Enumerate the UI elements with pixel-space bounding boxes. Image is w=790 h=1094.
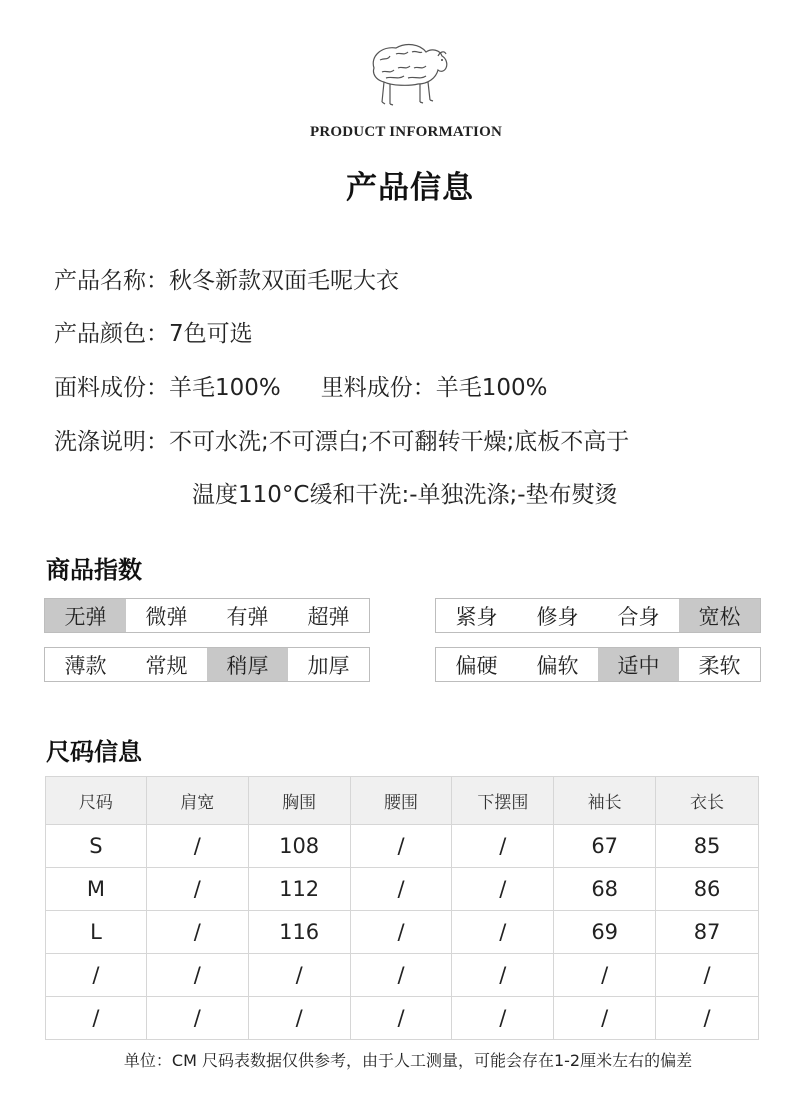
softness-option: 偏软 [536,653,579,678]
page-title: 产品信息 [346,170,474,206]
fit-scale [435,598,761,633]
thickness-option: 薄款 [64,653,107,678]
table-cell: / [350,954,452,997]
table-cell: 112 [248,868,350,911]
fabric-value: 羊毛100% [169,375,281,401]
info-wash [54,423,629,456]
fit-option: 修身 [536,604,579,629]
fit-option: 紧身 [455,604,498,629]
table-row [46,825,759,868]
softness-option: 适中 [598,648,679,681]
softness-option: 柔软 [698,653,741,678]
product-color-label: 产品颜色： [54,321,169,347]
elasticity-option: 微弹 [145,604,188,629]
table-header-row [46,777,759,825]
column-header: 衣长 [656,777,759,825]
table-cell: / [452,997,554,1040]
table-cell: / [656,997,759,1040]
table-cell: / [146,911,248,954]
table-cell: / [452,911,554,954]
table-cell: / [452,954,554,997]
table-cell: 67 [554,825,656,868]
table-cell: / [146,825,248,868]
table-cell: 116 [248,911,350,954]
table-cell: / [146,997,248,1040]
table-cell: / [248,954,350,997]
lining-label: 里料成份： [320,375,436,401]
table-cell: / [350,825,452,868]
table-cell: / [46,997,147,1040]
fit-option: 宽松 [679,599,760,632]
table-row [46,997,759,1040]
table-cell: / [146,868,248,911]
column-header: 腰围 [350,777,452,825]
table-cell: / [46,954,147,997]
elasticity-option: 有弹 [226,604,269,629]
elasticity-option: 无弹 [45,599,126,632]
table-cell: / [248,997,350,1040]
english-title: PRODUCT INFORMATION [310,124,502,140]
table-cell: 69 [554,911,656,954]
thickness-option: 稍厚 [207,648,288,681]
table-cell: / [554,997,656,1040]
table-cell: M [46,868,147,911]
table-row [46,954,759,997]
table-cell: L [46,911,147,954]
product-name-value: 秋冬新款双面毛呢大衣 [169,268,399,294]
table-cell: 87 [656,911,759,954]
size-section-title: 尺码信息 [46,738,142,766]
info-product-name [54,262,399,295]
thickness-option: 加厚 [307,653,350,678]
thickness-scale [44,647,370,682]
table-cell: 86 [656,868,759,911]
column-header: 尺码 [46,777,147,825]
table-cell: / [350,868,452,911]
fit-option: 合身 [617,604,660,629]
softness-option: 偏硬 [455,653,498,678]
wash-label: 洗涤说明： [54,429,169,455]
table-cell: / [146,954,248,997]
softness-scale [435,647,761,682]
wash-instructions-line2: 温度110°C缓和干洗:-单独洗涤;-垫布熨烫 [192,482,618,508]
thickness-option: 常规 [145,653,188,678]
info-materials [54,369,548,402]
table-cell: 85 [656,825,759,868]
fabric-label: 面料成份： [54,375,169,401]
table-cell: / [656,954,759,997]
product-name-label: 产品名称： [54,268,169,294]
table-cell: / [350,911,452,954]
table-cell: / [350,997,452,1040]
elasticity-option: 超弹 [307,604,350,629]
table-cell: / [452,825,554,868]
column-header: 肩宽 [146,777,248,825]
table-row [46,911,759,954]
wash-instructions-line1: 不可水洗;不可漂白;不可翻转干燥;底板不高于 [169,429,630,455]
sheep-icon [362,38,452,110]
table-row [46,868,759,911]
column-header: 下摆围 [452,777,554,825]
index-section-title: 商品指数 [46,556,142,584]
product-color-value: 7色可选 [169,321,253,347]
table-cell: / [452,868,554,911]
column-header: 袖长 [554,777,656,825]
table-cell: S [46,825,147,868]
measurement-note: 单位：CM 尺码表数据仅供参考，由于人工测量，可能会存在1-2厘米左右的偏差 [123,1051,693,1070]
elasticity-scale [44,598,370,633]
table-cell: 108 [248,825,350,868]
column-header: 胸围 [248,777,350,825]
info-product-color [54,315,253,348]
size-table [45,776,759,1040]
table-cell: / [554,954,656,997]
table-cell: 68 [554,868,656,911]
lining-value: 羊毛100% [435,375,548,401]
